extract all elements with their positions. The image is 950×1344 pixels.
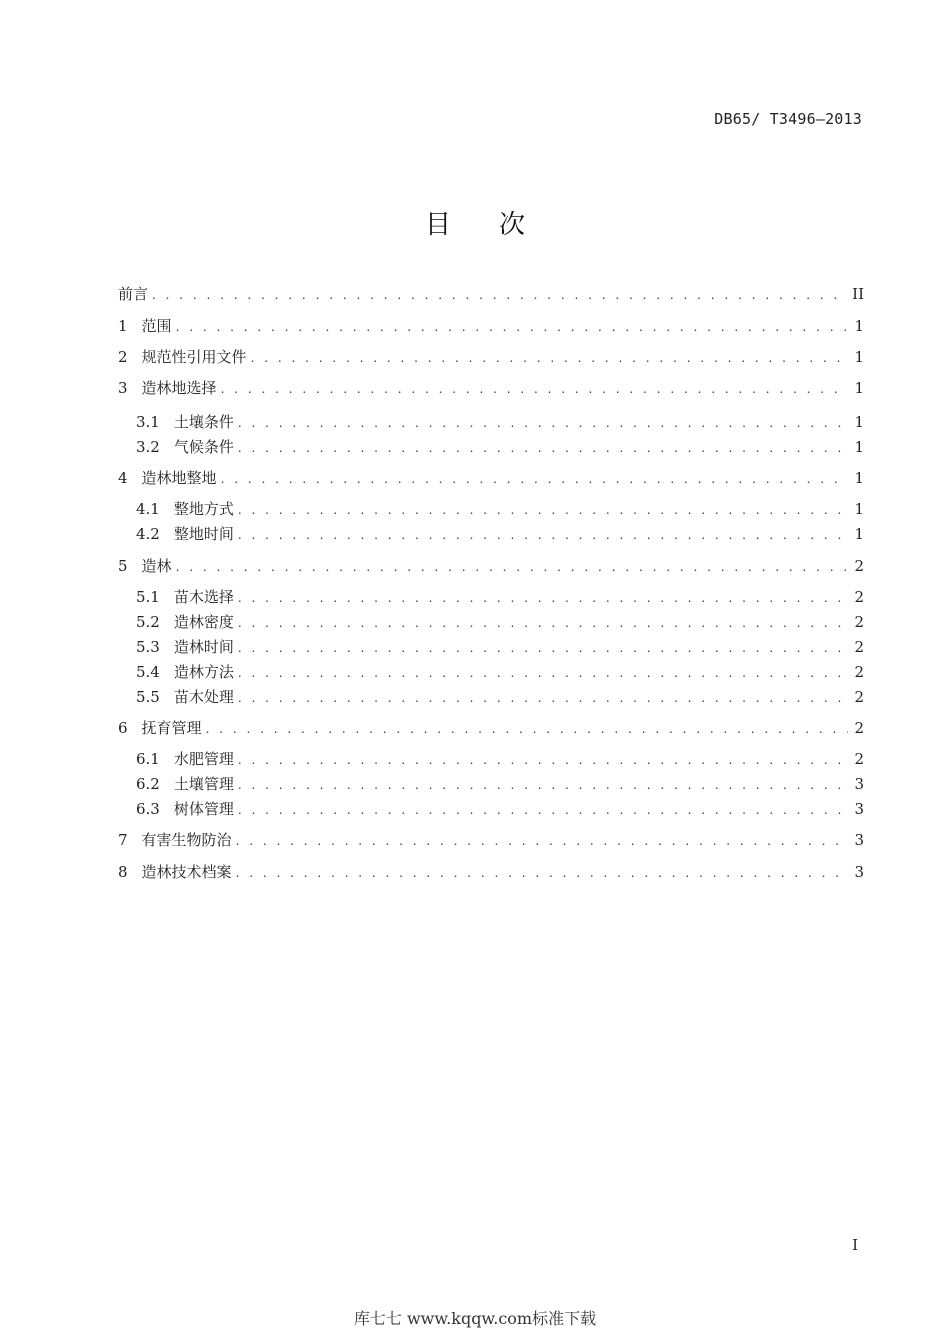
toc-entry[interactable] [118,829,864,851]
toc-number: 6.3 [136,800,160,818]
toc-number: 5.1 [136,588,160,606]
toc-label: 抚育管理 [141,719,202,737]
toc-number: 2 [118,348,128,366]
toc-number: 4 [118,469,128,487]
toc-label: 有害生物防治 [141,831,232,849]
toc-page: 1 [854,317,864,335]
toc-page: 3 [854,863,864,881]
toc-entry[interactable] [118,861,864,883]
toc-page: 1 [854,348,864,366]
toc-subentry[interactable] [136,798,864,820]
toc-subentry[interactable] [136,586,864,608]
toc-label: 树体管理 [173,800,234,818]
toc-entry[interactable] [118,346,864,368]
toc-page: 1 [854,413,864,431]
toc-label: 造林地整地 [141,469,217,487]
toc-page: 2 [854,557,864,575]
toc-number: 5.5 [136,688,160,706]
toc-entry[interactable] [118,717,864,739]
footer-watermark: 库七七 www.kqqw.com标准下载 [353,1309,597,1328]
standard-code: DB65/ T3496—2013 [714,110,862,128]
toc-number: 5.2 [136,613,160,631]
page-number: I [852,1236,858,1254]
toc-label: 苗木处理 [173,688,234,706]
toc-subentry[interactable] [136,661,864,683]
toc-page: 2 [854,719,864,737]
toc-label: 整地时间 [173,525,234,543]
toc-page: 1 [854,500,864,518]
toc-page: 2 [854,638,864,656]
toc-subentry[interactable] [136,523,864,545]
toc-label: 气候条件 [173,438,234,456]
toc-number: 6 [118,719,128,737]
toc-label: 土壤管理 [173,775,234,793]
toc-number: 8 [118,863,128,881]
toc-number: 6.2 [136,775,160,793]
toc-number: 6.1 [136,750,160,768]
toc-label: 造林方法 [173,663,234,681]
toc-subentry[interactable] [136,748,864,770]
toc-label: 水肥管理 [173,750,234,768]
toc-label: 造林 [141,557,172,575]
toc-entry[interactable] [118,377,864,399]
toc-page: 3 [854,775,864,793]
toc-page: 2 [854,663,864,681]
toc-subentry[interactable] [136,411,864,433]
toc-page: 1 [854,438,864,456]
toc-subentry[interactable] [136,773,864,795]
toc-number: 3.1 [136,413,160,431]
toc-page: 3 [854,800,864,818]
toc-subentry[interactable] [136,636,864,658]
toc-entry[interactable] [118,555,864,577]
toc-label: 造林地选择 [141,379,217,397]
toc-entry-foreword[interactable] [118,283,864,305]
toc-label: 规范性引用文件 [141,348,247,366]
toc-number: 3 [118,379,128,397]
toc-number: 1 [118,317,128,335]
toc-page: 2 [854,688,864,706]
toc-label: 前言 [118,285,149,303]
toc-number: 5 [118,557,128,575]
toc-label: 造林密度 [173,613,234,631]
toc-subentry[interactable] [136,686,864,708]
toc-page: 2 [854,750,864,768]
toc-number: 4.2 [136,525,160,543]
page-title: 目次 [424,210,573,240]
toc-label: 造林技术档案 [141,863,232,881]
toc-label: 土壤条件 [173,413,234,431]
toc-page: II [852,285,864,303]
toc-page: 3 [854,831,864,849]
toc-page: 2 [854,613,864,631]
toc-subentry[interactable] [136,498,864,520]
toc-page: 2 [854,588,864,606]
toc-page: 1 [854,469,864,487]
toc-number: 7 [118,831,128,849]
toc-label: 造林时间 [173,638,234,656]
toc-label: 范围 [141,317,172,335]
toc-number: 5.3 [136,638,160,656]
toc-label: 整地方式 [173,500,234,518]
toc-number: 5.4 [136,663,160,681]
toc-entry[interactable] [118,315,864,337]
toc-number: 4.1 [136,500,160,518]
toc-entry[interactable] [118,467,864,489]
toc-subentry[interactable] [136,611,864,633]
toc-page: 1 [854,525,864,543]
toc-number: 3.2 [136,438,160,456]
toc-page: 1 [854,379,864,397]
toc-subentry[interactable] [136,436,864,458]
toc-label: 苗木选择 [173,588,234,606]
